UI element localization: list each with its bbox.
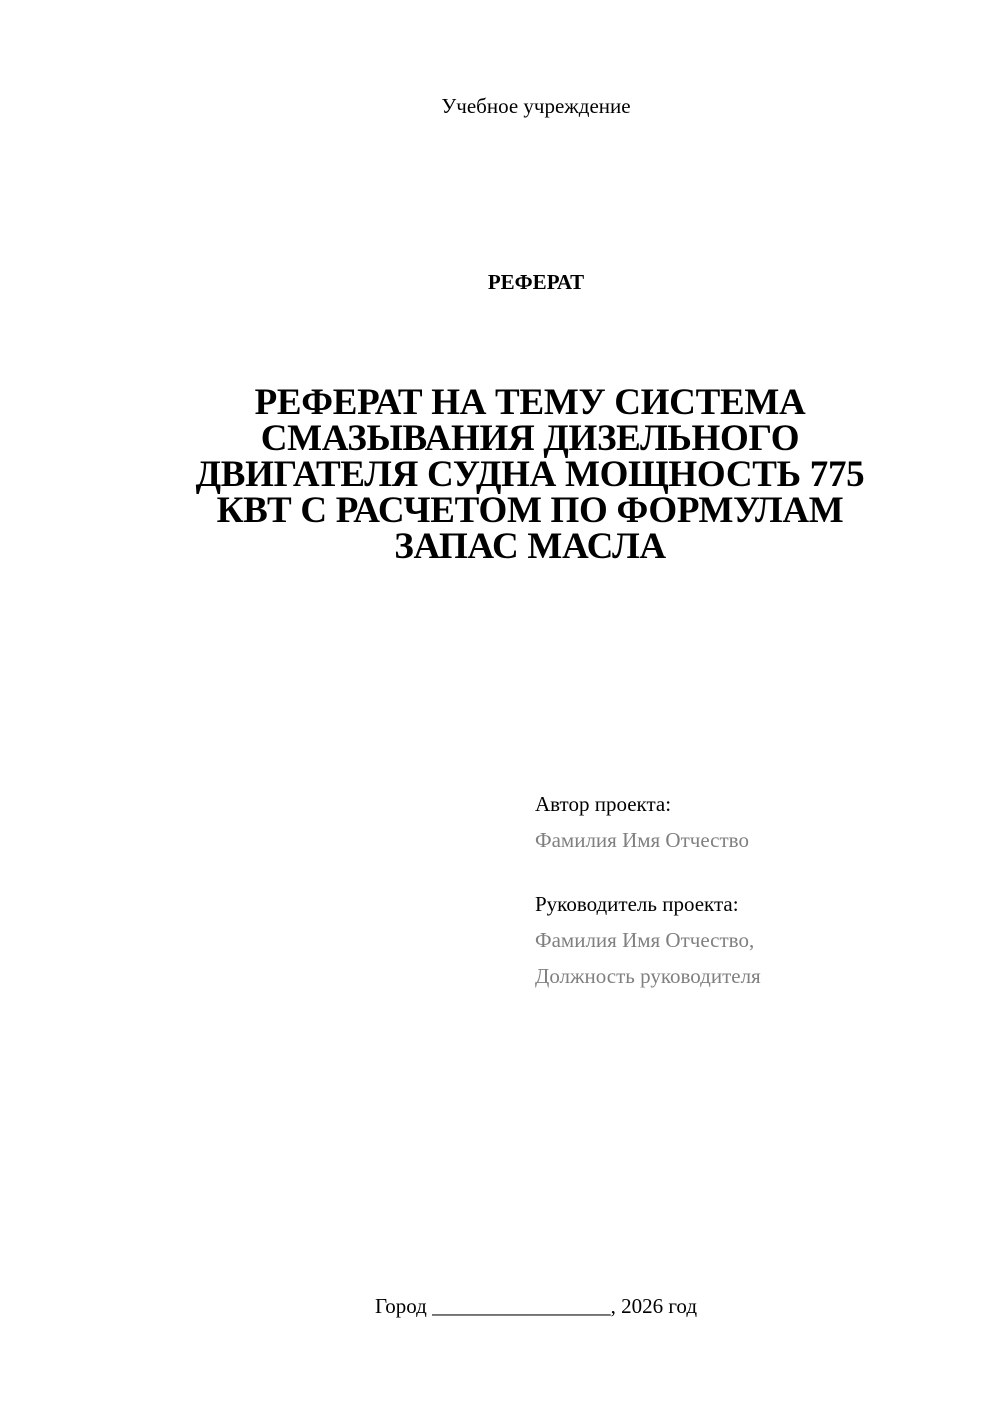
institution-name: Учебное учреждение (441, 94, 631, 118)
city-year-line: Город _________________, 2026 год (374, 1294, 698, 1318)
title-line: ЗАПАС МАСЛА (394, 526, 666, 567)
supervisor-position: Должность руководителя (535, 964, 761, 988)
credits-block (535, 790, 965, 990)
author-name: Фамилия Имя Отчество (535, 828, 749, 852)
title-line: ДВИГАТЕЛЯ СУДНА МОЩНОСТЬ 775 (195, 454, 865, 495)
title-line: КВТ С РАСЧЕТОМ ПО ФОРМУЛАМ (216, 490, 844, 531)
title-line: СМАЗЫВАНИЯ ДИЗЕЛЬНОГО (260, 418, 800, 459)
author-label: Автор проекта: (535, 792, 672, 816)
document-title (160, 382, 900, 567)
title-line: РЕФЕРАТ НА ТЕМУ СИСТЕМА (254, 382, 806, 423)
supervisor-name: Фамилия Имя Отчество, (535, 928, 755, 952)
document-type: РЕФЕРАТ (487, 270, 585, 294)
supervisor-label: Руководитель проекта: (535, 892, 739, 916)
